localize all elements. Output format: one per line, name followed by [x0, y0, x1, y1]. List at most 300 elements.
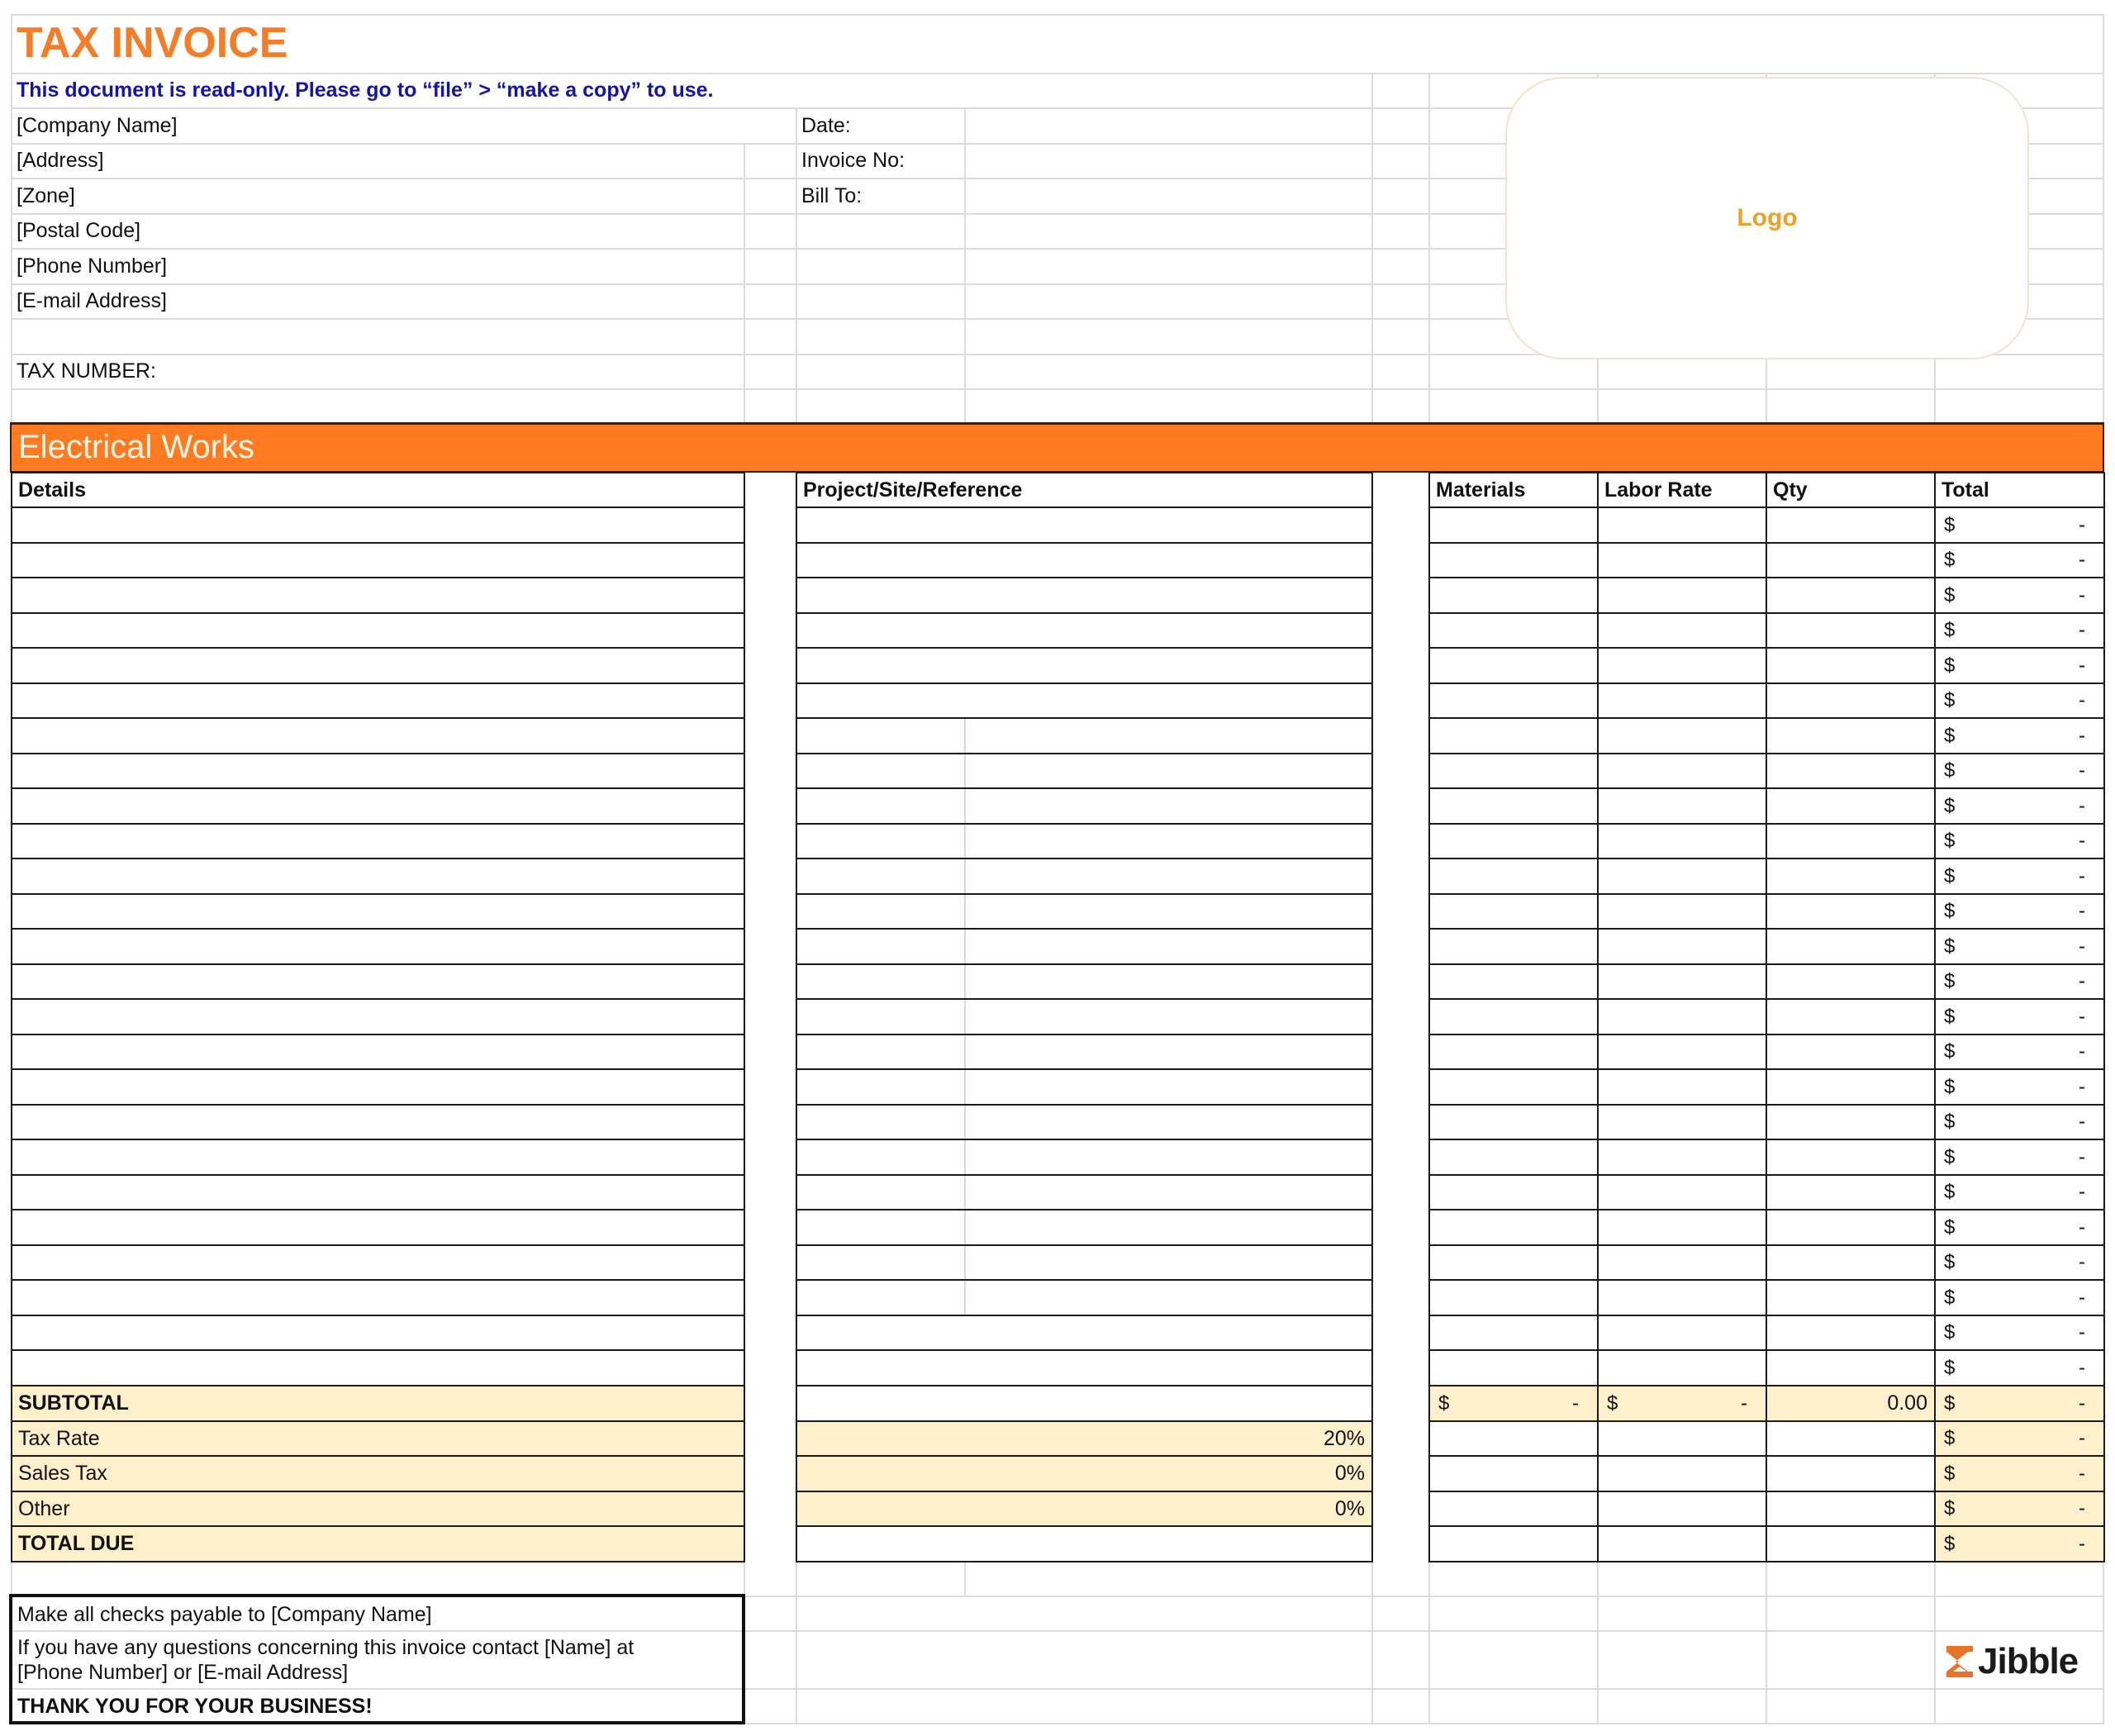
total-cell — [1934, 612, 2105, 649]
payment-notes — [9, 1594, 745, 1724]
labor-rate-cell[interactable] — [1597, 858, 1767, 895]
details-cell[interactable] — [11, 1174, 745, 1210]
project-cell[interactable] — [796, 1349, 1373, 1386]
qty-cell[interactable] — [1766, 1315, 1936, 1351]
date-field[interactable] — [964, 108, 1371, 143]
amount-value: - — [2079, 794, 2085, 817]
labor-rate-cell[interactable] — [1597, 542, 1767, 578]
materials-cell[interactable] — [1428, 1279, 1599, 1316]
details-cell[interactable] — [11, 1034, 745, 1070]
bill-to-label: Bill To: — [801, 184, 863, 207]
currency-symbol: $ — [1944, 549, 1956, 571]
project-cell[interactable] — [796, 1209, 1373, 1246]
currency-symbol: $ — [1944, 1462, 1956, 1485]
total-due-rate-cell — [796, 1525, 1373, 1562]
labor-rate-cell[interactable] — [1597, 1279, 1767, 1316]
total-amount — [1936, 1140, 2103, 1174]
rate-value: 0% — [1334, 1496, 1365, 1520]
summary-label: TOTAL DUE — [18, 1532, 135, 1555]
inner-gridline — [964, 789, 966, 823]
details-cell[interactable] — [11, 963, 745, 1000]
rate-value: 20% — [1323, 1426, 1365, 1450]
project-cell[interactable] — [796, 753, 1373, 789]
tax-rate-label — [12, 1422, 744, 1455]
details-cell[interactable] — [11, 507, 745, 544]
project-cell[interactable] — [796, 717, 1373, 754]
total-cell — [1934, 1139, 2105, 1176]
amount-value: - — [2079, 689, 2085, 711]
currency-symbol: $ — [1944, 1005, 1956, 1028]
amount-value: - — [2079, 1181, 2085, 1203]
materials-summary-cell — [1428, 1491, 1599, 1527]
sales-tax-label-cell — [11, 1455, 745, 1492]
sales-tax-total — [1936, 1457, 2103, 1491]
qty-cell[interactable] — [1766, 1139, 1936, 1176]
materials-cell[interactable] — [1428, 858, 1599, 895]
sales-tax-total-cell — [1934, 1455, 2105, 1492]
inner-gridline — [964, 1210, 966, 1244]
details-cell[interactable] — [11, 998, 745, 1035]
total-amount — [1936, 754, 2103, 787]
amount-value: - — [2079, 583, 2085, 606]
total-cell — [1934, 507, 2105, 544]
thank-you-note: THANK YOU FOR YOUR BUSINESS! — [17, 1695, 373, 1718]
qty-subtotal — [1767, 1386, 1934, 1420]
labor-rate-cell[interactable] — [1597, 1104, 1767, 1140]
project-cell[interactable] — [796, 647, 1373, 684]
amount-value: - — [2079, 1497, 2085, 1520]
qty-summary-cell — [1766, 1525, 1936, 1562]
currency-symbol: $ — [1944, 1356, 1956, 1379]
qty-cell[interactable] — [1766, 1279, 1936, 1316]
qty-cell[interactable] — [1766, 542, 1936, 578]
total-amount — [1936, 825, 2103, 858]
details-cell[interactable] — [11, 858, 745, 895]
labor-subtotal — [1599, 1386, 1766, 1420]
total-cell — [1934, 893, 2105, 930]
labor-rate-cell[interactable] — [1597, 1209, 1767, 1246]
total-cell — [1934, 1315, 2105, 1351]
details-cell[interactable] — [11, 647, 745, 684]
total-due-total — [1936, 1527, 2103, 1561]
company-zone[interactable]: [Zone] — [17, 184, 75, 207]
details-cell[interactable] — [11, 542, 745, 578]
project-cell[interactable] — [796, 683, 1373, 719]
currency-symbol: $ — [1944, 759, 1956, 782]
amount-value: - — [2079, 1356, 2085, 1379]
materials-cell[interactable] — [1428, 1068, 1599, 1106]
materials-summary-cell — [1428, 1420, 1599, 1457]
qty-cell[interactable] — [1766, 1174, 1936, 1210]
currency-symbol: $ — [1944, 583, 1956, 606]
total-amount — [1936, 859, 2103, 893]
labor-summary-cell — [1597, 1525, 1767, 1562]
materials-cell[interactable] — [1428, 612, 1599, 649]
amount-value: - — [2079, 759, 2085, 782]
inner-gridline — [964, 1000, 966, 1034]
details-cell[interactable] — [11, 753, 745, 789]
total-amount — [1936, 789, 2103, 823]
project-cell[interactable] — [796, 1068, 1373, 1106]
qty-summary-cell — [1766, 1455, 1936, 1492]
total-due-total-cell — [1934, 1525, 2105, 1562]
currency-symbol: $ — [1607, 1391, 1618, 1415]
currency-symbol: $ — [1944, 970, 1956, 992]
project-cell[interactable] — [796, 858, 1373, 895]
column-header-qty — [1766, 472, 1936, 508]
company-name[interactable]: [Company Name] — [17, 114, 178, 137]
currency-symbol: $ — [1944, 1497, 1956, 1520]
labor-rate-cell[interactable] — [1597, 1244, 1767, 1281]
project-cell[interactable] — [796, 542, 1373, 578]
summary-label: SUBTOTAL — [18, 1391, 129, 1415]
labor-rate-cell[interactable] — [1597, 683, 1767, 719]
materials-cell[interactable] — [1428, 893, 1599, 930]
labor-rate-cell[interactable] — [1597, 753, 1767, 789]
total-cell — [1934, 542, 2105, 578]
column-header-label: Qty — [1773, 478, 1808, 502]
project-cell[interactable] — [796, 1279, 1373, 1316]
invoice-no-label: Invoice No: — [801, 149, 905, 172]
materials-subtotal — [1430, 1386, 1597, 1420]
qty-cell[interactable] — [1766, 577, 1936, 614]
project-cell[interactable] — [796, 1174, 1373, 1210]
project-cell[interactable] — [796, 612, 1373, 649]
labor-rate-cell[interactable] — [1597, 1174, 1767, 1210]
other-label — [12, 1492, 744, 1525]
amount-value: - — [2079, 619, 2085, 641]
amount-value: - — [2079, 1532, 2085, 1555]
questions-note-line1: If you have any questions concerning this invoice contact [Name] at — [17, 1636, 634, 1659]
details-cell[interactable] — [11, 928, 745, 965]
qty-cell[interactable] — [1766, 647, 1936, 684]
labor-summary-cell — [1597, 1385, 1767, 1422]
materials-cell[interactable] — [1428, 753, 1599, 789]
currency-symbol: $ — [1944, 1321, 1956, 1344]
bill-to-field[interactable] — [964, 178, 1371, 213]
details-cell[interactable] — [11, 1279, 745, 1316]
total-amount — [1936, 649, 2103, 683]
column-header-label: Project/Site/Reference — [803, 478, 1023, 502]
details-cell[interactable] — [11, 717, 745, 754]
labor-rate-cell[interactable] — [1597, 963, 1767, 1000]
qty-cell[interactable] — [1766, 612, 1936, 649]
qty-summary-cell — [1766, 1420, 1936, 1457]
inner-gridline — [964, 965, 966, 998]
sales-tax-rate-cell[interactable] — [796, 1455, 1373, 1492]
materials-cell[interactable] — [1428, 963, 1599, 1000]
materials-cell[interactable] — [1428, 542, 1599, 578]
column-header-total — [1934, 472, 2105, 508]
details-cell[interactable] — [11, 1349, 745, 1386]
project-cell[interactable] — [796, 928, 1373, 965]
labor-rate-cell[interactable] — [1597, 507, 1767, 544]
inner-gridline — [964, 1281, 966, 1315]
total-amount — [1936, 1281, 2103, 1315]
currency-symbol: $ — [1944, 654, 1956, 677]
logo-placeholder[interactable] — [1505, 77, 2029, 359]
hourglass-icon — [1945, 1644, 1975, 1679]
summary-label: Tax Rate — [18, 1426, 100, 1450]
total-amount — [1936, 965, 2103, 998]
subtotal-label — [12, 1386, 744, 1420]
materials-cell[interactable] — [1428, 1209, 1599, 1246]
labor-rate-cell[interactable] — [1597, 717, 1767, 754]
total-amount — [1936, 719, 2103, 753]
inner-gridline — [964, 1176, 966, 1209]
tax-rate-label-cell — [11, 1420, 745, 1457]
column-header-label: Labor Rate — [1604, 478, 1713, 502]
total-cell — [1934, 1174, 2105, 1210]
project-cell[interactable] — [796, 577, 1373, 614]
inner-gridline — [964, 1106, 966, 1139]
total-cell — [1934, 577, 2105, 614]
currency-symbol: $ — [1944, 1145, 1956, 1168]
materials-cell[interactable] — [1428, 1174, 1599, 1210]
total-amount — [1936, 1316, 2103, 1349]
qty-cell[interactable] — [1766, 823, 1936, 859]
total-amount — [1936, 1351, 2103, 1385]
total-amount — [1936, 1035, 2103, 1068]
qty-cell[interactable] — [1766, 858, 1936, 895]
amount-value: - — [2079, 830, 2085, 852]
currency-symbol: $ — [1944, 830, 1956, 852]
total-cell — [1934, 753, 2105, 789]
amount-value: - — [2079, 970, 2085, 992]
inner-gridline — [964, 859, 966, 893]
column-header-details — [11, 472, 745, 508]
materials-cell[interactable] — [1428, 787, 1599, 825]
total-cell — [1934, 683, 2105, 719]
amount-value: - — [2079, 549, 2085, 571]
company-email[interactable]: [E-mail Address] — [17, 289, 168, 312]
currency-symbol: $ — [1438, 1391, 1450, 1415]
total-cell — [1934, 787, 2105, 825]
inner-gridline — [964, 895, 966, 928]
company-phone[interactable]: [Phone Number] — [17, 254, 168, 278]
total-cell — [1934, 1279, 2105, 1316]
details-cell[interactable] — [11, 683, 745, 719]
total-amount — [1936, 895, 2103, 928]
project-cell[interactable] — [796, 507, 1373, 544]
project-cell[interactable] — [796, 963, 1373, 1000]
other-rate-cell[interactable] — [796, 1491, 1373, 1527]
brand-name: Jibble — [1978, 1641, 2079, 1681]
details-cell[interactable] — [11, 893, 745, 930]
details-cell[interactable] — [11, 577, 745, 614]
project-cell[interactable] — [796, 787, 1373, 825]
project-cell[interactable] — [796, 1244, 1373, 1281]
tax-rate-rate-cell[interactable] — [796, 1420, 1373, 1457]
qty-value: 0.00 — [1887, 1391, 1927, 1415]
currency-symbol: $ — [1944, 900, 1956, 922]
column-header-label: Materials — [1436, 478, 1526, 502]
materials-cell[interactable] — [1428, 1034, 1599, 1070]
labor-rate-cell[interactable] — [1597, 1315, 1767, 1351]
qty-cell[interactable] — [1766, 928, 1936, 965]
total-cell — [1934, 858, 2105, 895]
labor-rate-cell[interactable] — [1597, 577, 1767, 614]
amount-value: - — [2079, 1145, 2085, 1168]
inner-gridline — [964, 1035, 966, 1068]
qty-cell[interactable] — [1766, 1209, 1936, 1246]
total-amount — [1936, 508, 2103, 542]
labor-rate-cell[interactable] — [1597, 823, 1767, 859]
column-header-label: Total — [1942, 478, 1989, 502]
logo-label: Logo — [1737, 204, 1798, 231]
materials-cell[interactable] — [1428, 998, 1599, 1035]
subtotal-total-cell — [1934, 1385, 2105, 1422]
total-cell — [1934, 1349, 2105, 1386]
currency-symbol: $ — [1944, 1391, 1956, 1415]
details-cell[interactable] — [11, 1244, 745, 1281]
labor-rate-cell[interactable] — [1597, 928, 1767, 965]
amount-value: - — [2079, 1251, 2085, 1273]
total-amount — [1936, 684, 2103, 717]
total-due-label-cell — [11, 1525, 745, 1562]
details-cell[interactable] — [11, 1315, 745, 1351]
currency-symbol: $ — [1944, 1427, 1956, 1449]
total-cell — [1934, 1104, 2105, 1140]
materials-cell[interactable] — [1428, 823, 1599, 859]
summary-label: Other — [18, 1496, 70, 1520]
project-cell[interactable] — [796, 1139, 1373, 1176]
project-cell[interactable] — [796, 1315, 1373, 1351]
qty-cell[interactable] — [1766, 507, 1936, 544]
project-cell[interactable] — [796, 823, 1373, 859]
qty-cell[interactable] — [1766, 1104, 1936, 1140]
qty-cell[interactable] — [1766, 717, 1936, 754]
currency-symbol: $ — [1944, 1111, 1956, 1133]
total-cell — [1934, 928, 2105, 965]
materials-cell[interactable] — [1428, 1104, 1599, 1140]
materials-cell[interactable] — [1428, 1139, 1599, 1176]
total-cell — [1934, 1209, 2105, 1246]
materials-cell[interactable] — [1428, 1315, 1599, 1351]
labor-summary-cell — [1597, 1420, 1767, 1457]
labor-rate-cell[interactable] — [1597, 647, 1767, 684]
other-total-cell — [1934, 1491, 2105, 1527]
labor-rate-cell[interactable] — [1597, 998, 1767, 1035]
materials-cell[interactable] — [1428, 717, 1599, 754]
qty-cell[interactable] — [1766, 1244, 1936, 1281]
materials-cell[interactable] — [1428, 507, 1599, 544]
materials-summary-cell — [1428, 1455, 1599, 1492]
project-cell[interactable] — [796, 998, 1373, 1035]
materials-cell[interactable] — [1428, 577, 1599, 614]
materials-cell[interactable] — [1428, 647, 1599, 684]
invoice-no-field[interactable] — [964, 143, 1371, 178]
amount-value: - — [2079, 1462, 2085, 1485]
details-cell[interactable] — [11, 787, 745, 825]
total-cell — [1934, 717, 2105, 754]
amount-value: - — [2079, 1286, 2085, 1309]
summary-label: Sales Tax — [18, 1462, 107, 1485]
column-header-labor-rate — [1597, 472, 1767, 508]
amount-value: - — [2079, 513, 2085, 536]
qty-cell[interactable] — [1766, 753, 1936, 789]
other-total — [1936, 1492, 2103, 1525]
inner-gridline — [964, 825, 966, 858]
total-amount — [1936, 1210, 2103, 1244]
total-cell — [1934, 963, 2105, 1000]
details-cell[interactable] — [11, 1104, 745, 1140]
details-cell[interactable] — [11, 1139, 745, 1176]
labor-rate-cell[interactable] — [1597, 893, 1767, 930]
details-cell[interactable] — [11, 1209, 745, 1246]
qty-summary-cell — [1766, 1491, 1936, 1527]
materials-cell[interactable] — [1428, 1349, 1599, 1386]
currency-symbol: $ — [1944, 1181, 1956, 1203]
currency-symbol: $ — [1944, 1215, 1956, 1239]
inner-gridline — [964, 930, 966, 963]
project-cell[interactable] — [796, 1104, 1373, 1140]
currency-symbol: $ — [1944, 1286, 1956, 1309]
readonly-notice: This document is read-only. Please go to “file” > “make a copy” to use. — [17, 78, 714, 102]
materials-cell[interactable] — [1428, 1244, 1599, 1281]
details-cell[interactable] — [11, 1068, 745, 1106]
total-amount — [1936, 1176, 2103, 1209]
labor-rate-cell[interactable] — [1597, 1349, 1767, 1386]
section-title: Electrical Works — [18, 429, 254, 465]
project-cell[interactable] — [796, 1034, 1373, 1070]
qty-cell[interactable] — [1766, 1034, 1936, 1070]
labor-rate-cell[interactable] — [1597, 1034, 1767, 1070]
date-label: Date: — [801, 114, 851, 137]
labor-rate-cell[interactable] — [1597, 1139, 1767, 1176]
total-cell — [1934, 647, 2105, 684]
tax-rate-rate — [797, 1422, 1371, 1455]
qty-cell[interactable] — [1766, 1349, 1936, 1386]
materials-summary-cell — [1428, 1525, 1599, 1562]
qty-cell[interactable] — [1766, 893, 1936, 930]
qty-cell[interactable] — [1766, 1068, 1936, 1106]
amount-value: - — [2079, 1111, 2085, 1133]
materials-cell[interactable] — [1428, 683, 1599, 719]
total-amount — [1936, 1000, 2103, 1034]
labor-rate-cell[interactable] — [1597, 612, 1767, 649]
currency-symbol: $ — [1944, 864, 1956, 887]
qty-cell[interactable] — [1766, 998, 1936, 1035]
labor-rate-cell[interactable] — [1597, 1068, 1767, 1106]
details-cell[interactable] — [11, 823, 745, 859]
details-cell[interactable] — [11, 612, 745, 649]
company-postal-code[interactable]: [Postal Code] — [17, 219, 141, 242]
jibble-logo — [1945, 1641, 2078, 1682]
materials-cell[interactable] — [1428, 928, 1599, 965]
tax-rate-total-cell — [1934, 1420, 2105, 1457]
currency-symbol: $ — [1944, 724, 1956, 747]
project-cell[interactable] — [796, 893, 1373, 930]
subtotal-label-cell — [11, 1385, 745, 1422]
total-cell — [1934, 823, 2105, 859]
qty-cell[interactable] — [1766, 787, 1936, 825]
other-label-cell — [11, 1491, 745, 1527]
currency-symbol: $ — [1944, 1040, 1956, 1063]
questions-note — [12, 1632, 742, 1690]
currency-symbol: $ — [1944, 513, 1956, 536]
amount-value: - — [2079, 654, 2085, 677]
amount-value: - — [2079, 1391, 2085, 1415]
currency-symbol: $ — [1944, 1075, 1956, 1098]
labor-rate-cell[interactable] — [1597, 787, 1767, 825]
checks-payable-note: Make all checks payable to [Company Name] — [12, 1597, 742, 1632]
company-address[interactable]: [Address] — [17, 149, 104, 172]
total-amount — [1936, 614, 2103, 647]
tax-rate-total — [1936, 1422, 2103, 1455]
qty-cell[interactable] — [1766, 963, 1936, 1000]
qty-cell[interactable] — [1766, 683, 1936, 719]
